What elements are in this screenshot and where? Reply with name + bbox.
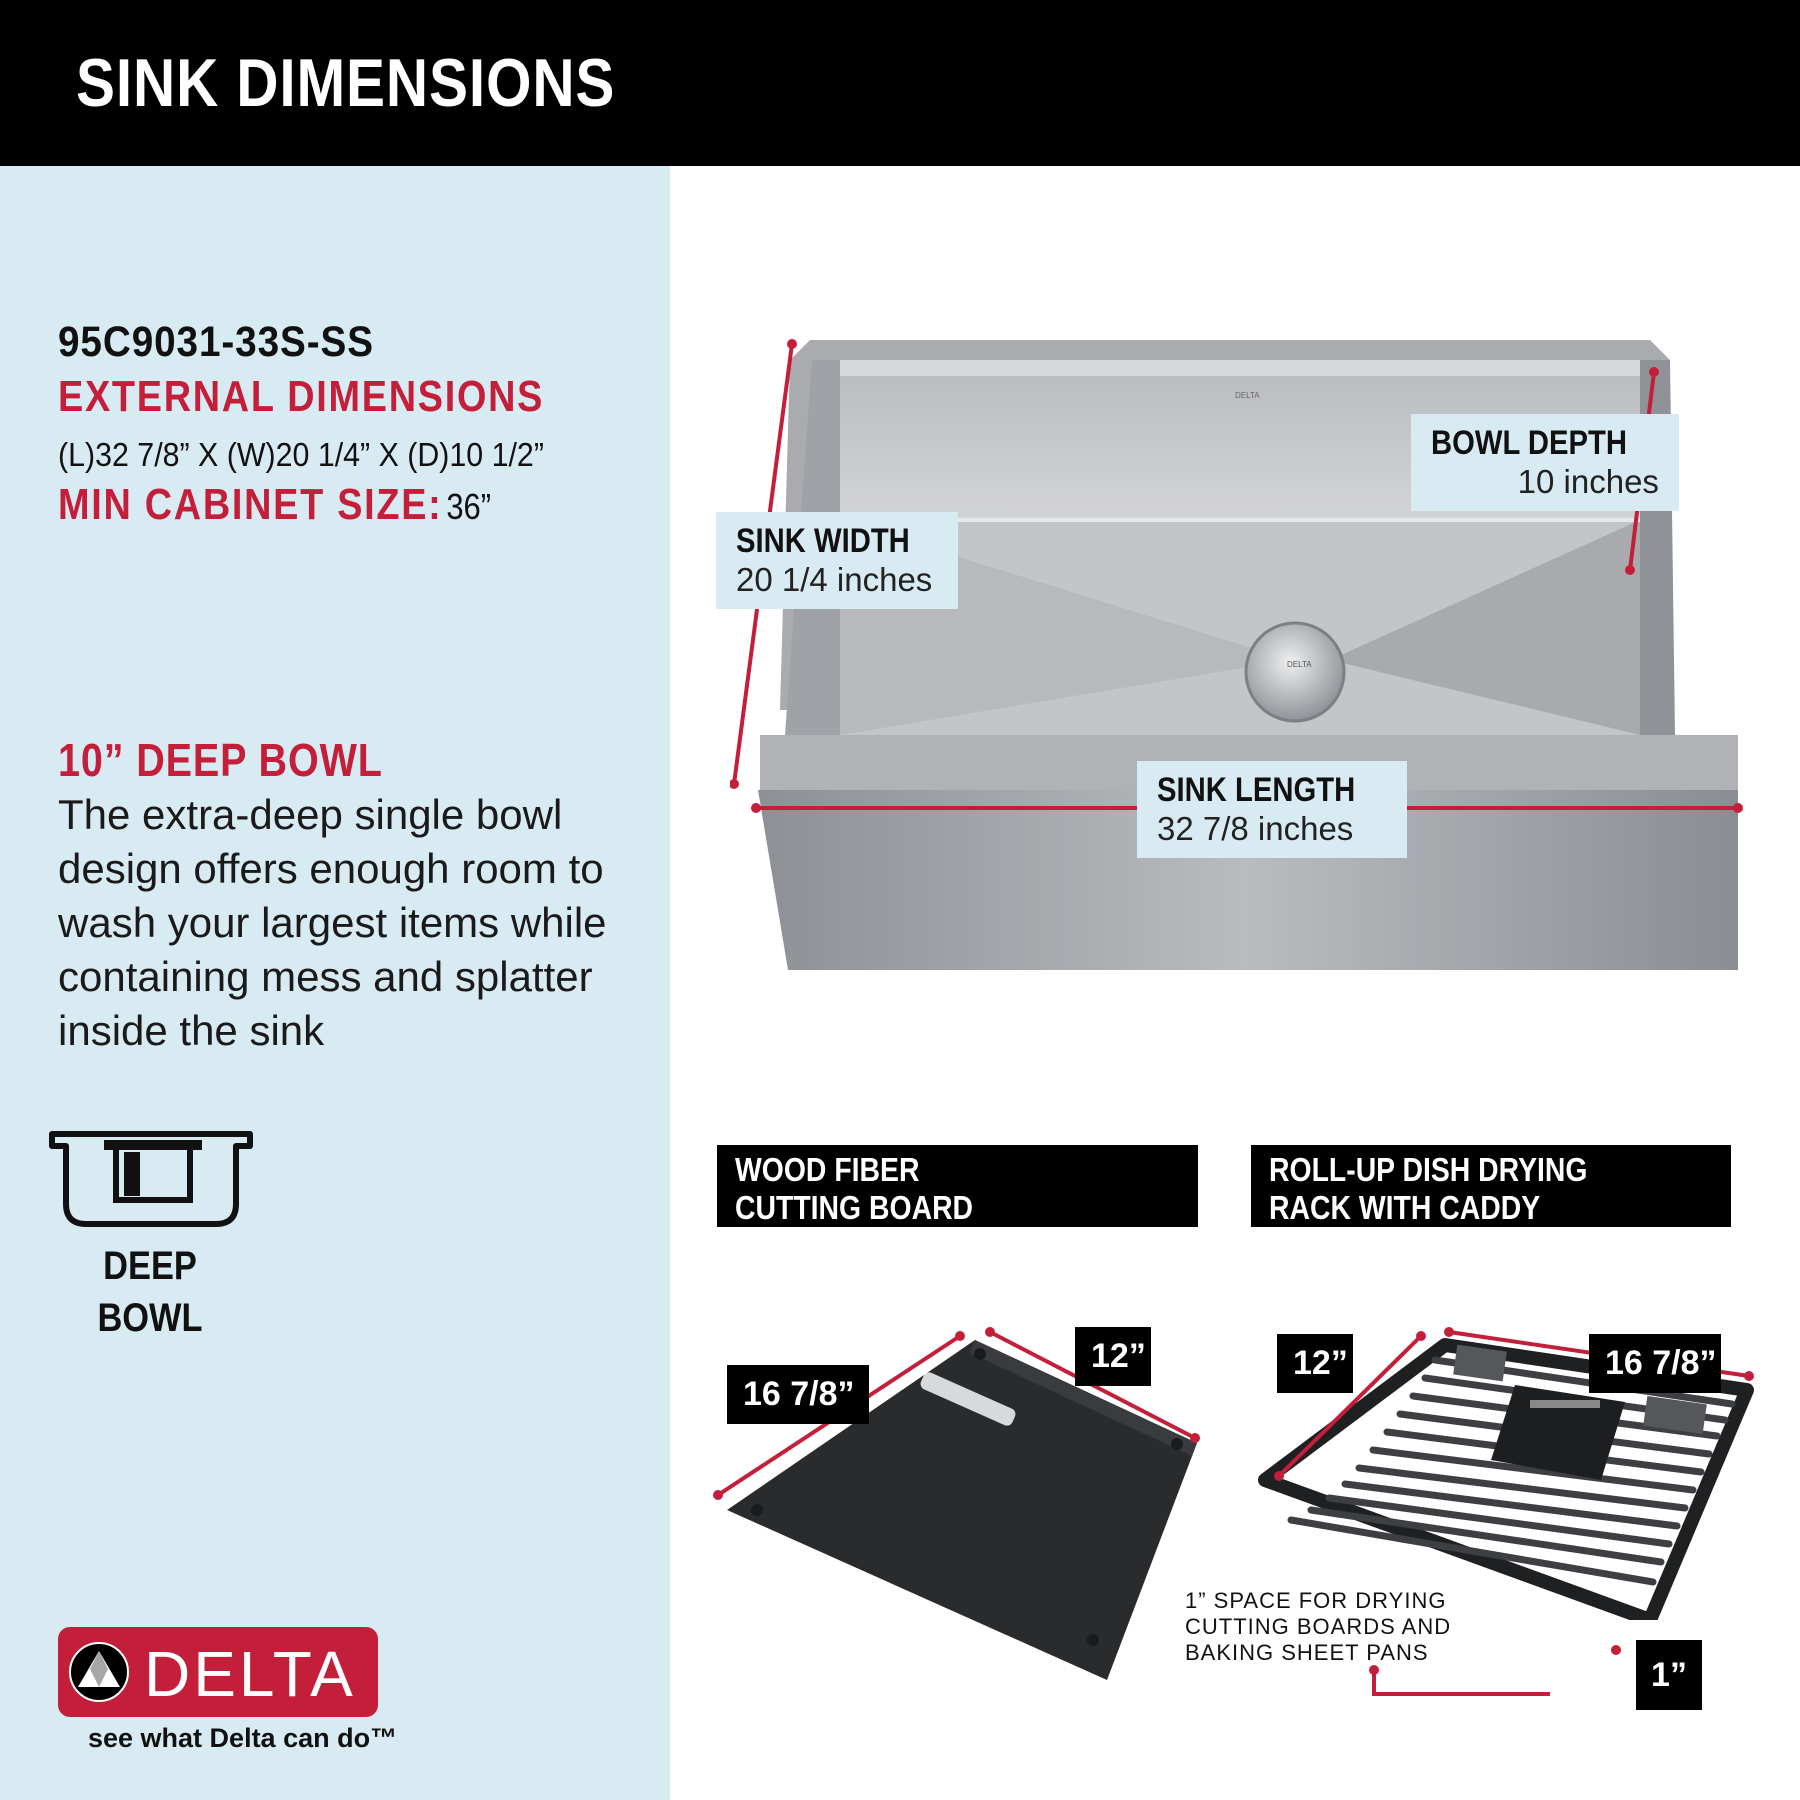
deep-bowl-caption-line2: BOWL [97, 1296, 203, 1340]
model-number: 95C9031-33S-SS [58, 318, 374, 366]
header-bar [0, 0, 1800, 166]
cutting-board-title-line1: WOOD FIBER [735, 1151, 920, 1188]
drain-logo: DELTA [1287, 660, 1312, 669]
cutting-board-title [717, 1145, 1198, 1227]
drying-space-bracket [1360, 1630, 1600, 1710]
feature-title: 10” DEEP BOWL [58, 734, 383, 786]
min-cabinet-row [58, 480, 491, 530]
deep-bowl-caption [73, 1240, 228, 1344]
external-dimensions-values: (L)32 7/8” X (W)20 1/4” X (D)10 1/2” [58, 436, 544, 473]
deep-bowl-icon [48, 1130, 254, 1230]
drying-rack-title-line2: RACK WITH CADDY [1269, 1189, 1541, 1226]
drying-rack-title [1251, 1145, 1731, 1227]
brand-tagline: see what Delta can do™ [88, 1723, 398, 1753]
cutting-board-width-tag: 12” [1075, 1327, 1151, 1386]
sink-width-callout [716, 512, 958, 609]
deep-bowl-caption-line1: DEEP [103, 1244, 197, 1288]
delta-logo-text: DELTA [144, 1638, 356, 1710]
min-cabinet-value: 36” [446, 486, 492, 527]
cutting-board-length-tag: 16 7/8” [727, 1365, 869, 1424]
sink-logo: DELTA [1235, 391, 1260, 400]
sink-length-label: SINK LENGTH [1157, 771, 1356, 809]
bowl-depth-value: 10 inches [1517, 463, 1659, 500]
external-dimensions-title: EXTERNAL DIMENSIONS [58, 372, 545, 421]
bowl-depth-label: BOWL DEPTH [1431, 424, 1628, 462]
drying-space-marker [1600, 1630, 1640, 1670]
sink-length-value: 32 7/8 inches [1157, 810, 1354, 847]
drying-space-note-line2: CUTTING BOARDS AND [1185, 1614, 1452, 1639]
drying-space-note-line3: BAKING SHEET PANS [1185, 1640, 1429, 1665]
drying-rack-length-tag: 16 7/8” [1589, 1334, 1721, 1393]
min-cabinet-label: MIN CABINET SIZE: [58, 480, 443, 529]
page-title: SINK DIMENSIONS [76, 45, 616, 121]
sink-length-callout [1137, 761, 1407, 858]
feature-description: The extra-deep single bowl design offers enough room to wash your largest items while containing mess and splatter inside the sink [58, 791, 607, 1054]
delta-logo [58, 1627, 378, 1717]
drying-space-value-tag: 1” [1636, 1640, 1702, 1710]
cutting-board-title-line2: CUTTING BOARD [735, 1189, 974, 1226]
drying-rack-title-line1: ROLL-UP DISH DRYING [1269, 1151, 1588, 1188]
delta-logo-icon [68, 1641, 130, 1703]
sink-width-value: 20 1/4 inches [736, 561, 933, 598]
drying-rack-width-tag: 12” [1277, 1334, 1353, 1393]
bowl-depth-callout [1411, 414, 1679, 511]
sink-width-label: SINK WIDTH [736, 522, 910, 560]
drying-space-note-line1: 1” SPACE FOR DRYING [1185, 1588, 1447, 1613]
